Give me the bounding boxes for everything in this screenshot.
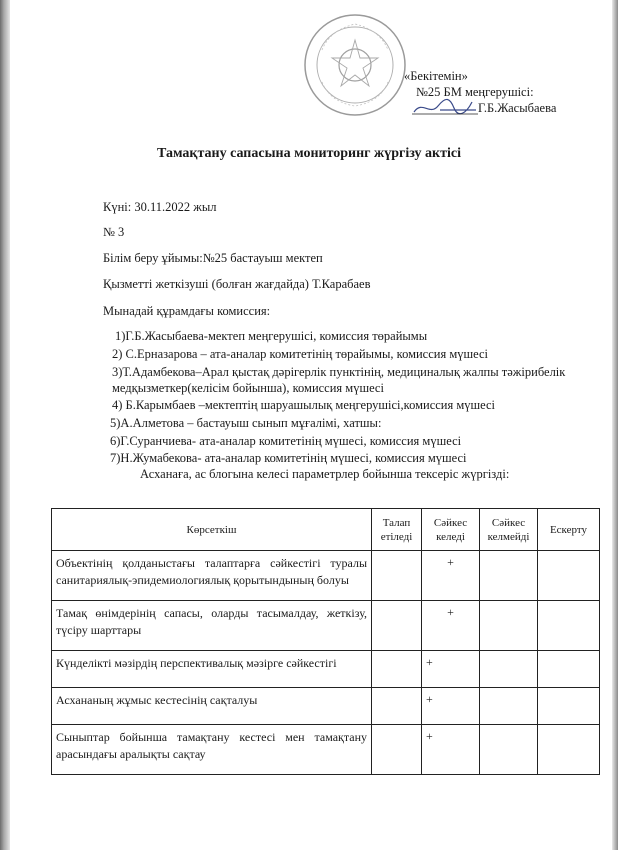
column-header-indicator: Көрсеткіш — [52, 509, 372, 551]
table-row — [52, 651, 600, 688]
member-item: 5)А.Алметова – бастауыш сынып мұғалімі, хатшы: — [110, 416, 382, 430]
compliant-mark: + — [422, 725, 480, 775]
check-intro: Асханаға, ас блогына келесі параметрлер бойынша тексеріс жүргізді: — [140, 467, 510, 481]
indicator-cell: Асхананың жұмыс кестесінің сақталуы — [52, 688, 372, 725]
member-item: 3)Т.Адамбекова–Арал қыстақ дәрігерлік пунктінің, медициналық жалпы тәжірибелік — [112, 365, 566, 379]
commission-intro: Мынадай құрамдағы комиссия: — [103, 304, 271, 318]
indicator-cell: Тамақ өнімдерінің сапасы, оларды тасымалдау, жеткізу, түсіру шарттары — [52, 601, 372, 651]
indicator-cell: Күнделікті мәзірдің перспективалық мәзірге сәйкестігі — [52, 651, 372, 688]
member-item: 6)Г.Суранчиева- ата-аналар комитетінің мүшесі, комиссия мүшесі — [110, 434, 462, 448]
table-row — [52, 725, 600, 775]
member-item: 7)Н.Жумабекова- ата-аналар комитетінің мүшесі, комиссия мүшесі — [110, 451, 467, 465]
compliant-mark: + — [422, 651, 480, 688]
column-header-note: Ескерту — [538, 509, 600, 551]
monitoring-table — [51, 508, 600, 775]
official-seal-icon — [300, 10, 410, 120]
compliant-mark: + — [422, 551, 480, 601]
act-date: Күні: 30.11.2022 жыл — [103, 200, 217, 214]
member-item: медқызметкер(келісім бойынша), комиссия мүшесі — [112, 381, 384, 395]
compliant-mark: + — [422, 601, 480, 651]
signature-icon — [410, 94, 482, 120]
table-row — [52, 688, 600, 725]
approve-label: «Бекітемін» — [404, 69, 468, 83]
document-title: Тамақтану сапасына мониторинг жүргізу актісі — [157, 146, 461, 161]
table-header-row — [52, 509, 600, 551]
approver-name: Г.Б.Жасыбаева — [478, 101, 557, 115]
member-item: 2) С.Ерназарова – ата-аналар комитетінің төрайымы, комиссия мүшесі — [112, 347, 489, 361]
scan-edge-right — [612, 0, 618, 850]
table-row — [52, 601, 600, 651]
compliant-mark: + — [422, 688, 480, 725]
organization: Білім беру ұйымы:№25 бастауыш мектеп — [103, 251, 323, 265]
column-header-compliant: Сәйкес келеді — [422, 509, 480, 551]
act-number: № 3 — [103, 225, 125, 239]
member-item: 4) Б.Карымбаев –мектептің шаруашылық меңгерушісі,комиссия мүшесі — [112, 398, 496, 412]
supplier: Қызметті жеткізуші (болған жағдайда) Т.Карабаев — [103, 277, 371, 291]
approver-position: №25 БМ меңгерушісі: — [416, 85, 534, 99]
column-header-required: Талап етіледі — [372, 509, 422, 551]
column-header-noncompliant: Сәйкес келмейді — [480, 509, 538, 551]
indicator-cell: Объектінің қолданыстағы талаптарға сәйкестігі туралы санитариялық-эпидемиологиялық қорытындының болуы — [52, 551, 372, 601]
member-item: 1)Г.Б.Жасыбаева-мектеп меңгерушісі, комиссия төрайымы — [115, 329, 428, 343]
table-row — [52, 551, 600, 601]
scan-edge-left — [0, 0, 10, 850]
indicator-cell: Сыныптар бойынша тамақтану кестесі мен тамақтану арасындағы аралықты сақтау — [52, 725, 372, 775]
